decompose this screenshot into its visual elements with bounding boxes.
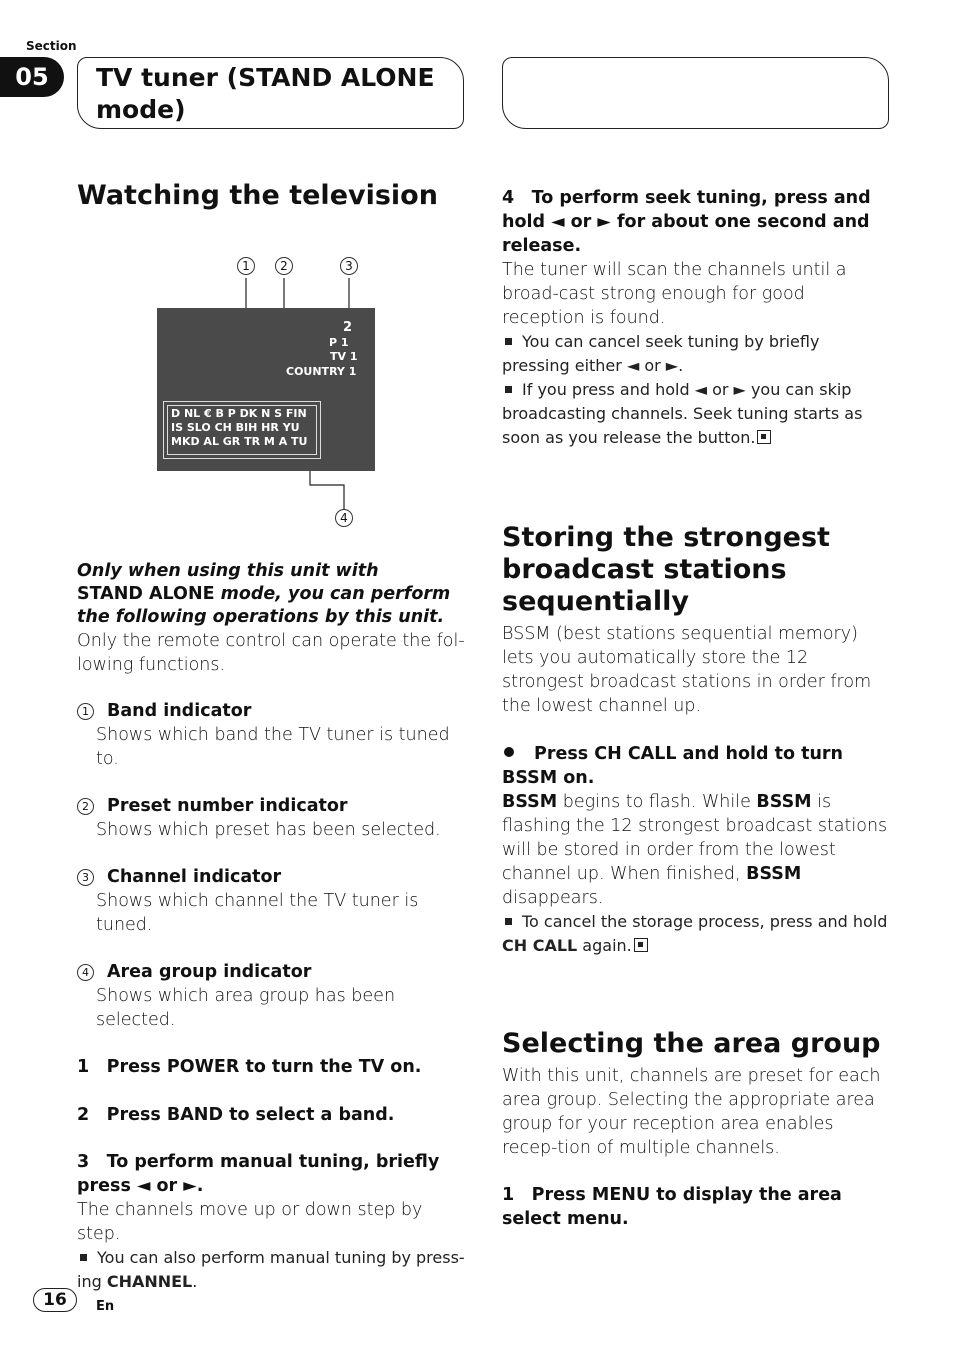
bullet-square	[505, 918, 512, 925]
section-label: Section	[26, 39, 77, 53]
indicator-4-title: Area group indicator	[107, 962, 312, 982]
bullet-square	[80, 1254, 87, 1261]
indicator-1-num: 1	[77, 703, 94, 720]
step-3-note-end: .	[192, 1272, 198, 1291]
bullet-square	[505, 338, 512, 345]
bssm-text: BSSM (best stations sequential memory) lets you automatically store the 12 strongest broadcast stations in order from the lowest channel up.	[502, 624, 872, 716]
bssm-note-end: again.	[577, 936, 632, 955]
bullet-dot-icon	[504, 747, 514, 757]
end-mark-icon	[634, 938, 648, 952]
heading-bssm: Storing the strongest broadcast stations sequentially	[502, 522, 830, 617]
indicator-3-num: 3	[77, 869, 94, 886]
bssm-step	[502, 742, 892, 790]
bssm-text-2: begins to flash. While	[557, 792, 757, 812]
area-line-3: MKD AL GR TR M A TU	[171, 435, 308, 448]
step-3-note	[77, 1246, 467, 1294]
indicator-2-desc: Shows which preset has been selected.	[96, 820, 441, 840]
indicator-2	[77, 794, 467, 842]
area-box	[163, 401, 321, 459]
left-column	[77, 180, 467, 212]
bssm-text-4: is flashing the 12 strongest broadcast stations will be stored in order from the lowest channel up. When finished,	[502, 792, 888, 884]
bssm-description	[502, 790, 892, 910]
tv-screen	[157, 308, 375, 471]
area-line-1: D NL € B P DK N S FIN	[171, 407, 307, 420]
indicator-4-desc: Shows which area group has been selected.	[96, 986, 396, 1030]
step-3-note-text: You can also perform manual tuning by press-ing	[77, 1248, 465, 1291]
heading-watching-tv: Watching the television	[77, 180, 438, 211]
page-number: 16	[33, 1288, 77, 1312]
seek-note-2-text: If you press and hold ◄ or ► you can skip broadcasting channels. Seek tuning starts as soon as you release the button.	[502, 380, 863, 447]
area-text: With this unit, channels are preset for each area group. Selecting the appropriate area group for your reception area enables recep-tion of multiple channels.	[502, 1066, 881, 1158]
area-step-1: 1 Press MENU to display the area select menu.	[502, 1185, 842, 1229]
bssm-bold-1: BSSM	[502, 792, 558, 812]
step-1: 1 Press POWER to turn the TV on.	[77, 1057, 422, 1077]
intro-italic-1: Only when using this unit with	[77, 561, 379, 581]
callout-1: 1	[237, 257, 255, 275]
indicator-2-num: 2	[77, 798, 94, 815]
bssm-bold-5: BSSM	[746, 864, 802, 884]
screen-band: TV 1	[330, 350, 358, 363]
area-line-2: IS SLO CH BIH HR YU	[171, 421, 300, 434]
intro-note	[77, 560, 467, 629]
step-4: 4 To perform seek tuning, press and hold ◄ or ► for about one second and release.	[502, 188, 871, 256]
page-title: TV tuner (STAND ALONE mode)	[77, 57, 464, 129]
screen-channel: 2	[343, 320, 353, 335]
heading-area-group: Selecting the area group	[502, 1028, 881, 1059]
intro-italic-2: mode, you can perform the following operations by this unit.	[77, 584, 451, 627]
bssm-note-bold: CH CALL	[502, 936, 578, 955]
language-label: En	[96, 1299, 115, 1314]
seek-note-2	[502, 378, 892, 450]
bullet-square	[505, 386, 512, 393]
indicator-1-desc: Shows which band the TV tuner is tuned to.	[96, 725, 450, 769]
indicator-1-title: Band indicator	[107, 701, 252, 721]
bssm-note	[502, 910, 892, 958]
indicator-4-num: 4	[77, 964, 94, 981]
indicator-3-desc: Shows which channel the TV tuner is tuned.	[96, 891, 419, 935]
left-body	[77, 560, 467, 1294]
section-number: 05	[0, 57, 64, 97]
step-4-text: The tuner will scan the channels until a broad-cast strong enough for good reception is found.	[502, 260, 847, 328]
step-3: 3 To perform manual tuning, briefly press ◄ or ►.	[77, 1152, 440, 1196]
callout-4: 4	[335, 509, 353, 527]
intro-bold: STAND ALONE	[77, 584, 215, 604]
header-box-empty	[502, 57, 889, 129]
step-3-text: The channels move up or down step by step.	[77, 1200, 423, 1244]
indicator-3-title: Channel indicator	[107, 867, 282, 887]
indicator-3	[77, 865, 467, 937]
step-3-note-bold: CHANNEL	[106, 1272, 193, 1291]
step-2: 2 Press BAND to select a band.	[77, 1105, 395, 1125]
screen-preset: P 1	[329, 336, 349, 349]
indicator-4	[77, 960, 467, 1032]
callout-3: 3	[340, 257, 358, 275]
intro-text: Only the remote control can operate the fol-lowing functions.	[77, 631, 465, 675]
indicator-1	[77, 699, 467, 771]
seek-note-1	[502, 330, 892, 378]
callout-2: 2	[275, 257, 293, 275]
seek-note-1-text: You can cancel seek tuning by briefly pressing either ◄ or ►.	[502, 332, 820, 375]
right-column	[502, 186, 892, 1231]
bssm-step-text: Press CH CALL and hold to turn BSSM on.	[502, 744, 843, 788]
indicator-2-title: Preset number indicator	[107, 796, 348, 816]
tv-display-diagram	[157, 253, 387, 533]
end-mark-icon	[757, 430, 771, 444]
bssm-text-6: disappears.	[502, 888, 604, 908]
screen-country: COUNTRY 1	[286, 365, 357, 378]
bssm-bold-3: BSSM	[756, 792, 812, 812]
bssm-note-text: To cancel the storage process, press and hold	[522, 912, 888, 931]
